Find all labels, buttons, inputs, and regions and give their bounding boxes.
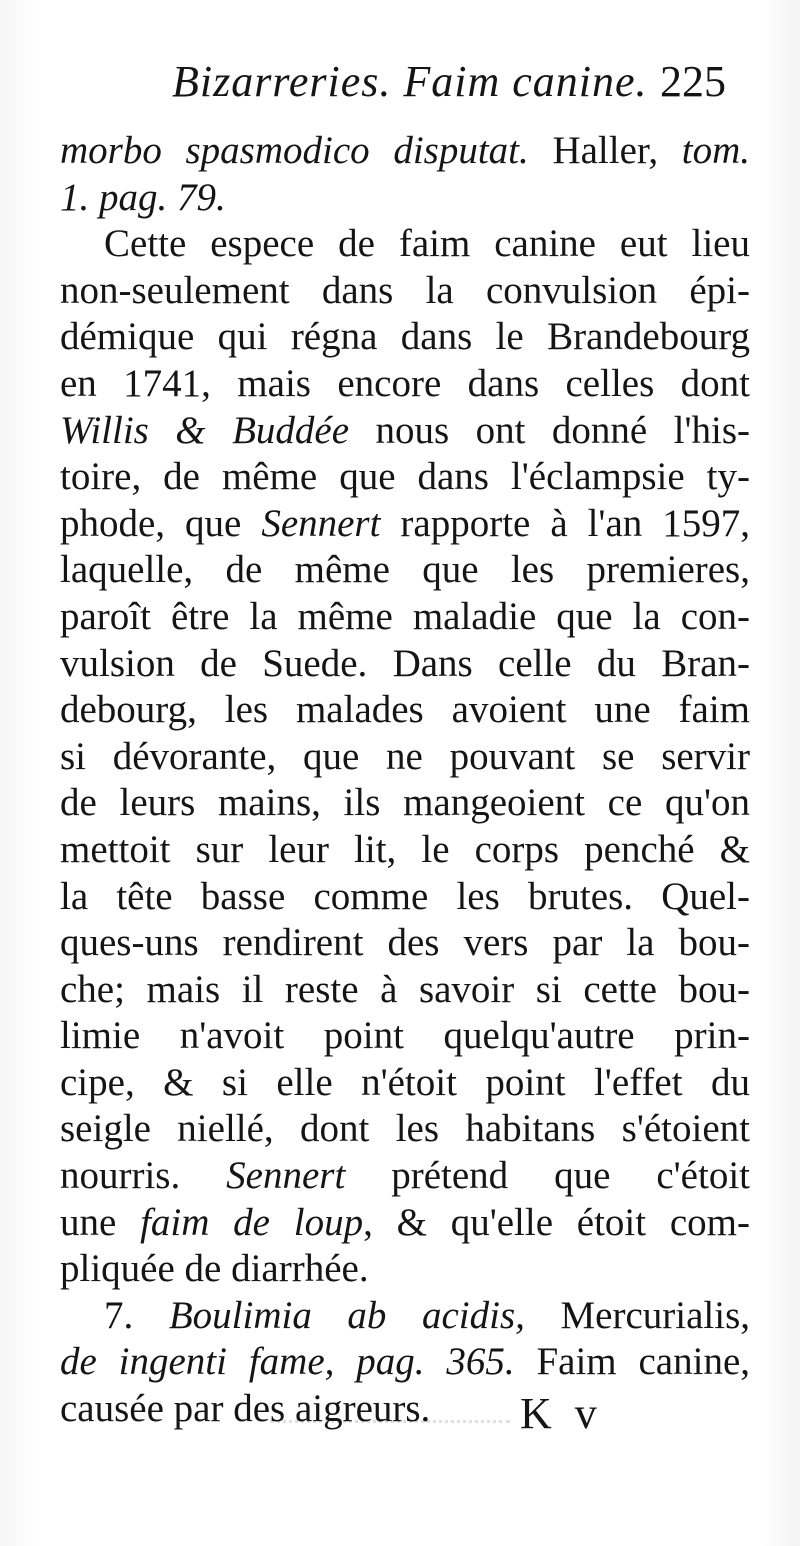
text-line: la tête basse comme les brutes. Quel-	[60, 874, 750, 918]
text-line: phode, que Sennert rapporte à l'an 1597,	[60, 501, 750, 545]
text-line: Willis & Buddée nous ont donné l'his-	[60, 408, 750, 452]
text-line: vulsion de Suede. Dans celle du Bran-	[60, 641, 750, 685]
text-line: seigle niellé, dont les habitans s'étoient	[60, 1107, 750, 1151]
text-line: 1. pag. 79.	[60, 175, 226, 219]
text-line: en 1741, mais encore dans celles dont	[60, 361, 750, 405]
text-line: nourris. Sennert prétend que c'étoit	[60, 1154, 750, 1198]
text-line: non-seulement dans la convulsion épi-	[60, 268, 750, 312]
text-line: de leurs mains, ils mangeoient ce qu'on	[60, 781, 750, 825]
text-line: si dévorante, que ne pouvant se servir	[60, 734, 750, 778]
text-line: causée par des aigreurs.	[60, 1387, 431, 1431]
text-line: laquelle, de même que les premieres,	[60, 548, 750, 592]
text-line: paroît être la même maladie que la con-	[60, 594, 750, 638]
text-line: cipe, & si elle n'étoit point l'effet du	[60, 1060, 750, 1104]
text-line: 7. Boulimia ab acidis, Mercurialis,	[104, 1293, 750, 1337]
show-through-bleed	[270, 1400, 510, 1423]
text-line: de ingenti fame, pag. 365. Faim canine,	[60, 1340, 750, 1384]
text-line: ques-uns rendirent des vers par la bou-	[60, 921, 750, 965]
text-line: toire, de même que dans l'éclampsie ty-	[60, 455, 750, 499]
text-line: mettoit sur leur lit, le corps penché &	[60, 827, 750, 871]
running-head-title: Bizarreries. Faim canine.	[172, 57, 648, 106]
text-line: limie n'avoit point quelqu'autre prin-	[60, 1014, 750, 1058]
text-line: pliquée de diarrhée.	[60, 1247, 369, 1291]
text-line: morbo spasmodico disputat. Haller, tom.	[60, 129, 750, 172]
text-line: Cette espece de faim canine eut lieu	[104, 222, 750, 266]
text-line: che; mais il reste à savoir si cette bou-	[60, 967, 750, 1011]
text-line: debourg, les malades avoient une faim	[60, 688, 750, 732]
body-text	[60, 128, 750, 1433]
signature-mark: K v	[520, 1389, 603, 1438]
text-line: une faim de loup, & qu'elle étoit com-	[60, 1200, 750, 1244]
text-line: démique qui régna dans le Brandebourg	[60, 315, 750, 359]
running-head	[0, 56, 800, 116]
page-number: 225	[660, 57, 726, 106]
